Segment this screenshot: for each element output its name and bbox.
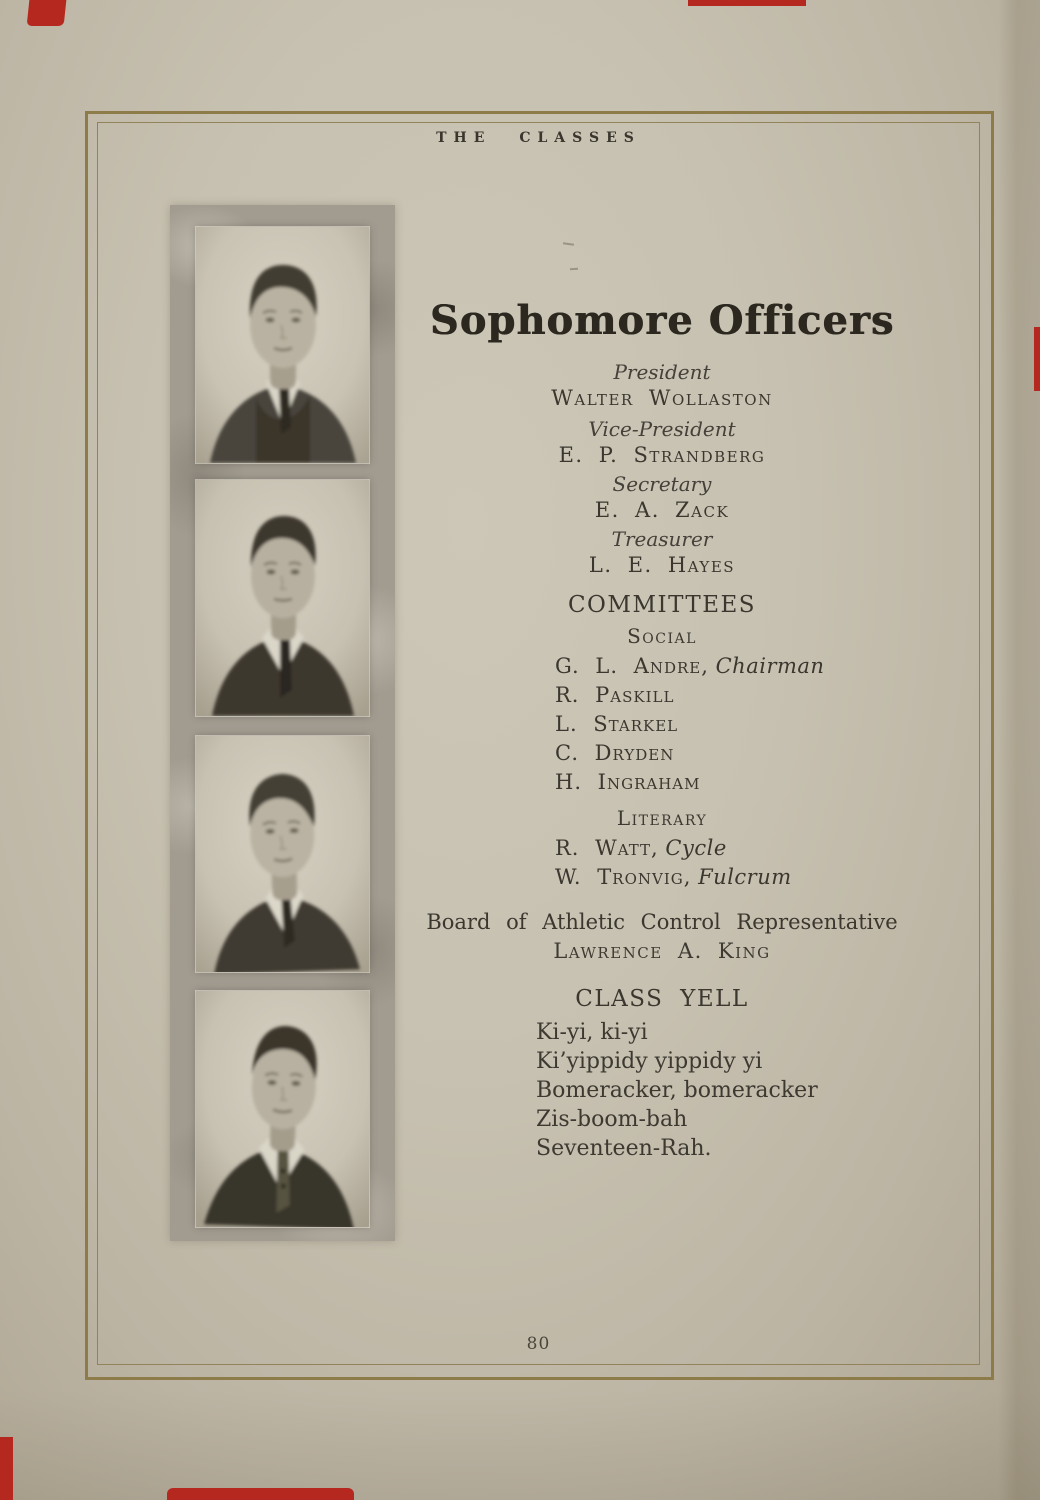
portrait-photo [196,991,369,1227]
page-number: 80 [526,1334,551,1354]
committee-member [555,683,924,707]
athletic-board-heading: Board of Athletic Control Representative [426,910,898,934]
officer-name: Walter Wollaston [551,386,773,410]
committee-member [555,712,924,736]
member-name: G. L. Andre, [555,654,709,678]
portrait-illustration [196,991,369,1227]
portrait-illustration [196,227,369,463]
scan-edge-mark [167,1488,354,1500]
member-name: W. Tronvig, [555,865,692,889]
member-role: Fulcrum [698,865,792,889]
officer-title: Treasurer [611,527,713,551]
class-yell-heading: CLASS YELL [575,986,749,1012]
committee-member [555,836,924,860]
member-name: R. Paskill [555,683,675,707]
portrait-photo [196,480,369,716]
officer-name: E. A. Zack [594,498,730,522]
class-yell-line: Seventeen-Rah. [536,1136,712,1161]
photo-mount-strip [170,205,395,1241]
member-role: Cycle [665,836,727,860]
committees-heading: COMMITTEES [567,592,757,618]
portrait-illustration [196,736,369,972]
officer-name: L. E. Hayes [588,553,736,577]
committee-member [555,770,924,794]
portrait-photo [196,227,369,463]
portrait-photo [196,736,369,972]
class-yell-line: Ki-yi, ki-yi [536,1020,648,1045]
class-yell-line: Zis-boom-bah [536,1107,688,1132]
page-edge-shadow-right [998,0,1040,1500]
officer-name: E. P. Strandberg [558,443,766,467]
literary-committee-heading: Literary [616,806,708,830]
athletic-board-representative: Lawrence A. King [553,939,771,963]
committee-member [555,741,924,765]
member-name: L. Starkel [555,712,679,736]
scan-edge-mark [1034,327,1040,391]
portrait-illustration [196,480,369,716]
officer-title: President [613,360,711,384]
social-committee-heading: Social [627,624,697,648]
scan-edge-mark [0,1437,13,1500]
committee-member [555,865,924,889]
member-name: H. Ingraham [555,770,701,794]
scan-edge-mark [27,0,67,26]
running-header: THE CLASSES [436,130,641,146]
member-name: C. Dryden [555,741,675,765]
page-content [400,0,924,1500]
scan-edge-mark [688,0,806,6]
officer-title: Vice-President [588,417,736,441]
page-title: Sophomore Officers [429,297,895,344]
member-role: Chairman [715,654,825,678]
officer-title: Secretary [612,472,712,496]
class-yell-line: Ki’yippidy yippidy yi [536,1049,763,1074]
committee-member [555,654,924,678]
member-name: R. Watt, [555,836,659,860]
class-yell-line: Bomeracker, bomeracker [536,1078,818,1103]
